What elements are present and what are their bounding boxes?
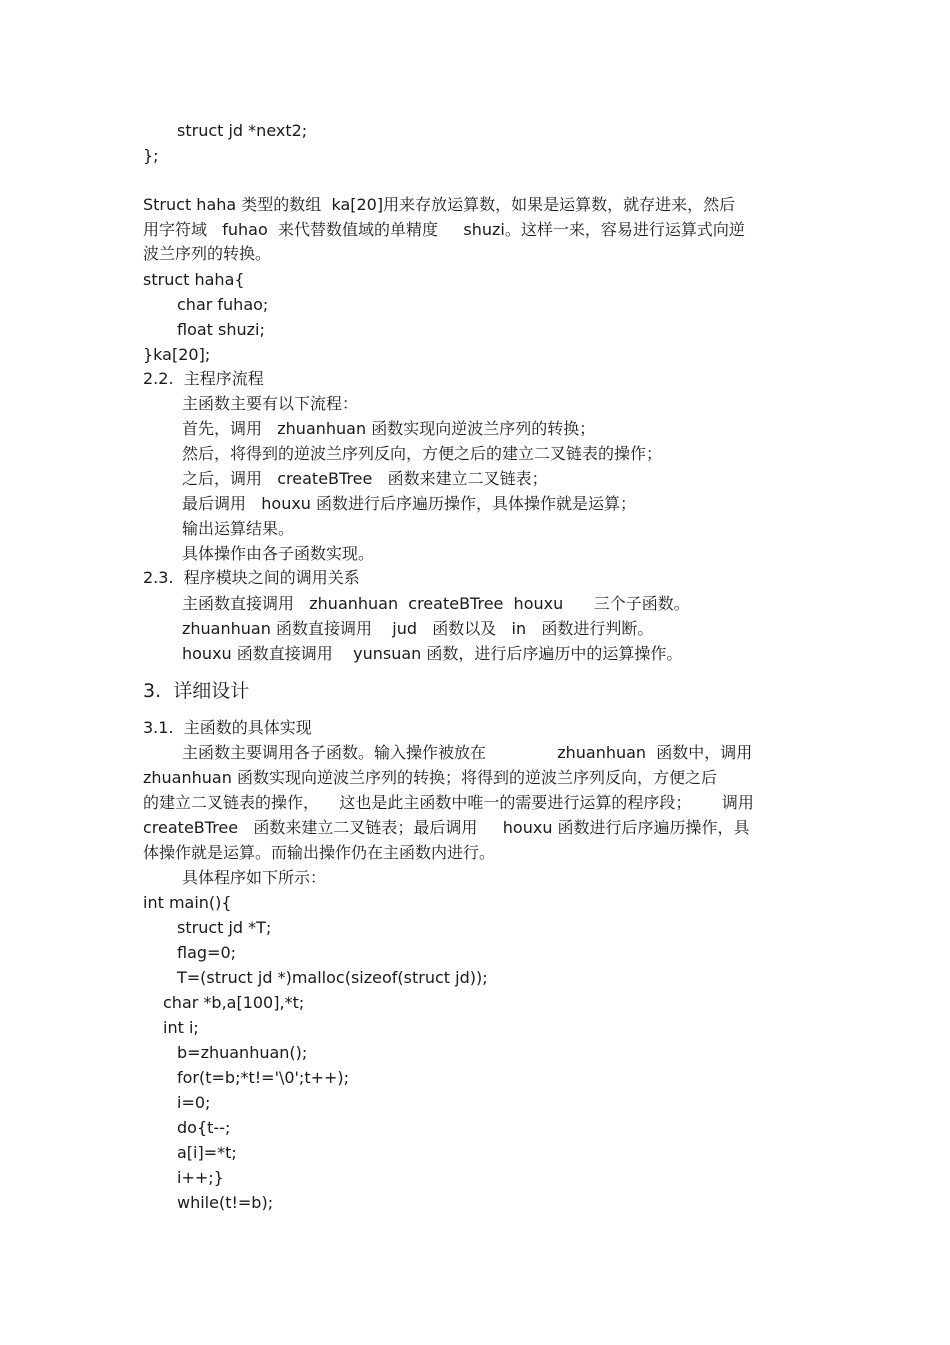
paragraph-line: 的建立二叉链表的操作， 这也是此主函数中唯一的需要进行运算的程序段； 调用 — [143, 793, 754, 812]
paragraph-line: zhuanhuan 函数实现向逆波兰序列的转换；将得到的逆波兰序列反向，方便之后 — [143, 768, 717, 787]
code-line: char fuhao; — [177, 295, 269, 314]
code-line: struct haha{ — [143, 270, 245, 289]
code-line: float shuzi; — [177, 320, 265, 339]
paragraph-line: 主函数主要有以下流程： — [182, 394, 359, 413]
paragraph-line: 体操作就是运算。而输出操作仍在主函数内进行。 — [143, 843, 496, 862]
paragraph-line: 输出运算结果。 — [182, 519, 295, 538]
paragraph-line: zhuanhuan 函数直接调用 jud 函数以及 in 函数进行判断。 — [182, 619, 654, 638]
paragraph-line: houxu 函数直接调用 yunsuan 函数，进行后序遍历中的运算操作。 — [182, 644, 683, 663]
paragraph-line: 首先，调用 zhuanhuan 函数实现向逆波兰序列的转换； — [182, 419, 596, 438]
code-line: struct jd *next2; — [177, 121, 308, 140]
section-heading: 3.1. 主函数的具体实现 — [143, 718, 312, 737]
code-line: int main(){ — [143, 893, 232, 912]
code-line: char *b,a[100],*t; — [163, 993, 305, 1012]
code-line: while(t!=b); — [177, 1193, 274, 1212]
section-heading: 2.2. 主程序流程 — [143, 369, 264, 388]
code-line: flag=0; — [177, 943, 237, 962]
section-heading: 2.3. 程序模块之间的调用关系 — [143, 568, 360, 587]
paragraph-line: 然后，将得到的逆波兰序列反向，方便之后的建立二叉链表的操作； — [182, 444, 663, 463]
paragraph-line: 具体程序如下所示： — [182, 868, 327, 887]
code-line: b=zhuanhuan(); — [177, 1043, 308, 1062]
paragraph-line: 主函数主要调用各子函数。输入操作被放在 zhuanhuan 函数中，调用 — [182, 743, 753, 762]
code-line: int i; — [163, 1018, 199, 1037]
paragraph-line: 之后，调用 createBTree 函数来建立二叉链表； — [182, 469, 548, 488]
code-line: struct jd *T; — [177, 918, 272, 937]
paragraph-line: 波兰序列的转换。 — [143, 244, 272, 263]
code-line: do{t--; — [177, 1118, 231, 1137]
paragraph-line: 最后调用 houxu 函数进行后序遍历操作，具体操作就是运算； — [182, 494, 637, 513]
paragraph-line: 具体操作由各子函数实现。 — [182, 544, 375, 563]
code-line: }ka[20]; — [143, 345, 211, 364]
code-line: i=0; — [177, 1093, 211, 1112]
code-line: i++;} — [177, 1168, 224, 1187]
chapter-heading: 3. 详细设计 — [143, 680, 250, 702]
paragraph-line: Struct haha 类型的数组 ka[20]用来存放运算数，如果是运算数，就存进来，然后 — [143, 195, 736, 214]
paragraph-line: 用字符域 fuhao 来代替数值域的单精度 shuzi。这样一来，容易进行运算式向逆 — [143, 220, 745, 239]
code-line: T=(struct jd *)malloc(sizeof(struct jd)); — [177, 968, 488, 987]
code-line: for(t=b;*t!='\0';t++); — [177, 1068, 350, 1087]
code-line: a[i]=*t; — [177, 1143, 237, 1162]
paragraph-line: createBTree 函数来建立二叉链表；最后调用 houxu 函数进行后序遍历操作，具 — [143, 818, 750, 837]
code-line: }; — [143, 146, 159, 165]
paragraph-line: 主函数直接调用 zhuanhuan createBTree houxu 三个子函数。 — [182, 594, 690, 613]
